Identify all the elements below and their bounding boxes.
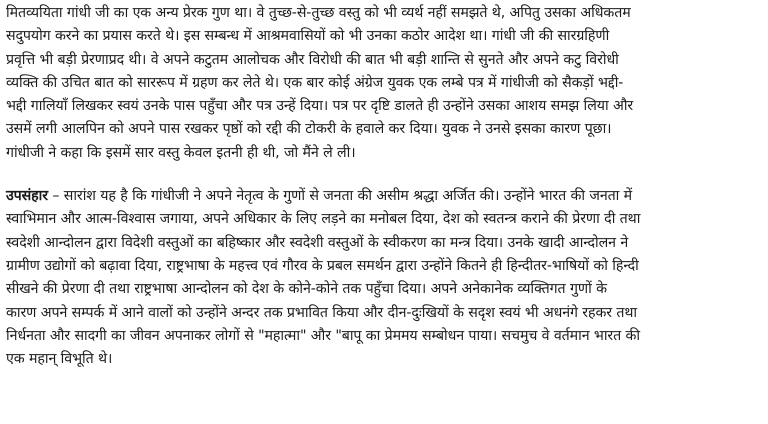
paragraph-conclusion: [6, 185, 764, 371]
text-line: उसमें लगी आलपिन को अपने पास रखकर पृष्ठों को रद्दी की टोकरी के हवाले कर दिया। युवक ने उनसे इसका कारण पूछा।: [6, 121, 612, 138]
text-line: निर्धनता और सादगी का जीवन अपनाकर लोगों से "महात्मा" और "बापू का प्रेममय सम्बोधन पाया। सचमुच वे वर्तमान भारत की: [6, 327, 640, 344]
text-line: सदुपयोग करने का प्रयास करते थे। इस सम्बन्ध में आश्रमवासियों को भी उनका कठोर आदेश था। गांधी जी की सारग्रहिणी: [6, 28, 610, 45]
text-line: प्रवृत्ति भी बड़ी प्रेरणाप्रद थी। वे अपने कटुतम आलोचक और विरोधी की बात भी बड़ी शान्ति से सुनते और अपने कटु विरोधी: [6, 51, 619, 68]
text-line: गांधीजी ने कहा कि इसमें सार वस्तु केवल इतनी ही थी, जो मैंने ले ली।: [6, 144, 356, 161]
text-line: एक महान् विभूति थे।: [6, 351, 113, 368]
text-line: – सारांश यह है कि गांधीजी ने अपने नेतृत्व के गुणों से जनता की असीम श्रद्धा अर्जित की। उन्होंने भारत की जनता में: [47, 188, 633, 205]
text-line: स्वदेशी आन्दोलन द्वारा विदेशी वस्तुओं का बहिष्कार और स्वदेशी वस्तुओं के स्वीकरण का मन्त्र दिया। उनके खादी आन्दोलन ने: [6, 234, 629, 251]
text-line: व्यक्ति की उचित बात को साररूप में ग्रहण कर लेते थे। एक बार कोई अंग्रेज युवक एक लम्बे पत्र में गांधीजी को सैकड़ों भद्दी-: [6, 74, 624, 91]
text-line: मितव्ययिता गांधी जी का एक अन्य प्रेरक गुण था। वे तुच्छ-से-तुच्छ वस्तु को भी व्यर्थ नहीं समझते थे, अपितु उसका अधिकतम: [6, 5, 631, 21]
paragraph-frugality: [6, 2, 764, 165]
text-line: कारण अपने सम्पर्क में आने वालों को उन्होंने अन्दर तक प्रभावित किया और दीन-दुःखियों के सदृश स्वयं भी अधनंगे रहकर तथा: [6, 304, 637, 321]
text-line: स्वाभिमान और आत्म-विश्वास जगाया, अपने अधिकार के लिए लड़ने का मनोबल दिया, देश को स्वतन्त्र कराने की प्रेरणा दी तथा: [6, 211, 641, 228]
text-line: सीखने की प्रेरणा दी तथा राष्ट्रभाषा आन्दोलन को देश के कोने-कोने तक पहुँचा दिया। अपने अनेकानेक व्यक्तिगत गुणों के: [6, 281, 607, 298]
conclusion-heading: उपसंहार: [6, 188, 48, 205]
text-line: ग्रामीण उद्योगों को बढ़ावा दिया, राष्ट्रभाषा के महत्त्व एवं गौरव के प्रबल समर्थन द्वारा उन्होंने कितने ही हिन्दीतर-भाषियों को हिन्दी: [6, 257, 639, 274]
text-line: भद्दी गालियाँ लिखकर स्वयं उनके पास पहुँचा और पत्र उन्हें दिया। पत्र पर दृष्टि डालते ही उन्होंने उसका आशय समझ लिया और: [6, 98, 634, 115]
document-page: [6, 2, 764, 371]
